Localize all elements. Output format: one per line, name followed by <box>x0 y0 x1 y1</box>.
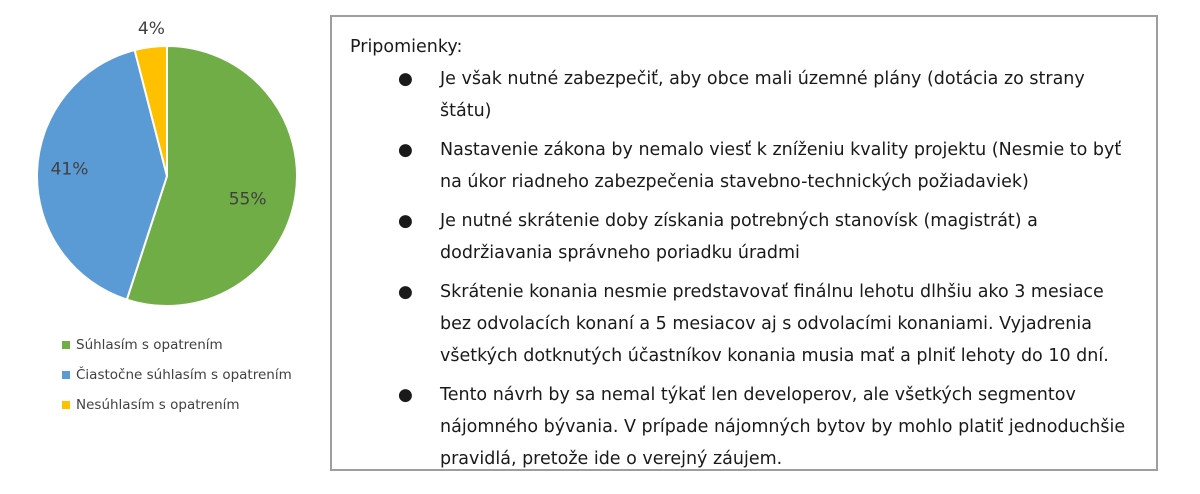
data-label-disagree: 4% <box>137 19 165 40</box>
bullet-icon: ● <box>398 69 413 89</box>
comment-text: Nastavenie zákona by nemalo viesť k zníženiu kvality projektu (Nesmie to byť na úkor riadneho zabezpečenia stavebno-technických požiadaviek) <box>440 140 1122 192</box>
comments-list <box>332 63 1130 482</box>
legend-swatch-partial <box>62 371 70 379</box>
comment-item <box>332 276 1130 372</box>
comment-item <box>332 63 1130 127</box>
legend-item-disagree <box>62 390 292 420</box>
chart-legend <box>62 330 292 420</box>
comment-item <box>332 379 1130 475</box>
legend-swatch-disagree <box>62 401 70 409</box>
comments-title: Pripomienky: <box>350 37 463 57</box>
legend-label-partial: Čiastočne súhlasím s opatrením <box>76 367 292 383</box>
bullet-icon: ● <box>398 385 413 405</box>
comment-text: Skrátenie konania nesmie predstavovať finálnu lehotu dlhšiu ako 3 mesiace bez odvolacích konaní a 5 mesiacov aj s odvolacími konaniami. Vyjadrenia všetkých dotknutých účastníkov konania musia mať a plniť lehoty do 10 dní. <box>440 282 1109 366</box>
comments-box <box>330 15 1158 471</box>
data-label-agree: 55% <box>228 189 267 210</box>
bullet-icon: ● <box>398 282 413 302</box>
comment-item <box>332 134 1130 198</box>
pie-chart <box>0 0 320 330</box>
comment-text: Tento návrh by sa nemal týkať len developerov, ale všetkých segmentov nájomného bývania. V prípade nájomných bytov by mohlo platiť jednoduchšie pravidlá, pretože ide o verejný záujem. <box>440 385 1126 469</box>
legend-item-partial <box>62 360 292 390</box>
comment-text: Je nutné skrátenie doby získania potrebných stanovísk (magistrát) a dodržiavania správneho poriadku úradmi <box>440 211 1038 263</box>
comment-item <box>332 205 1130 269</box>
data-label-partial: 41% <box>50 159 89 180</box>
legend-item-agree <box>62 330 292 360</box>
legend-label-disagree: Nesúhlasím s opatrením <box>76 397 240 413</box>
legend-label-agree: Súhlasím s opatrením <box>76 337 223 353</box>
pie-chart-area <box>0 0 320 494</box>
legend-swatch-agree <box>62 341 70 349</box>
bullet-icon: ● <box>398 211 413 231</box>
comment-text: Je však nutné zabezpečiť, aby obce mali územné plány (dotácia zo strany štátu) <box>440 69 1085 121</box>
bullet-icon: ● <box>398 140 413 160</box>
